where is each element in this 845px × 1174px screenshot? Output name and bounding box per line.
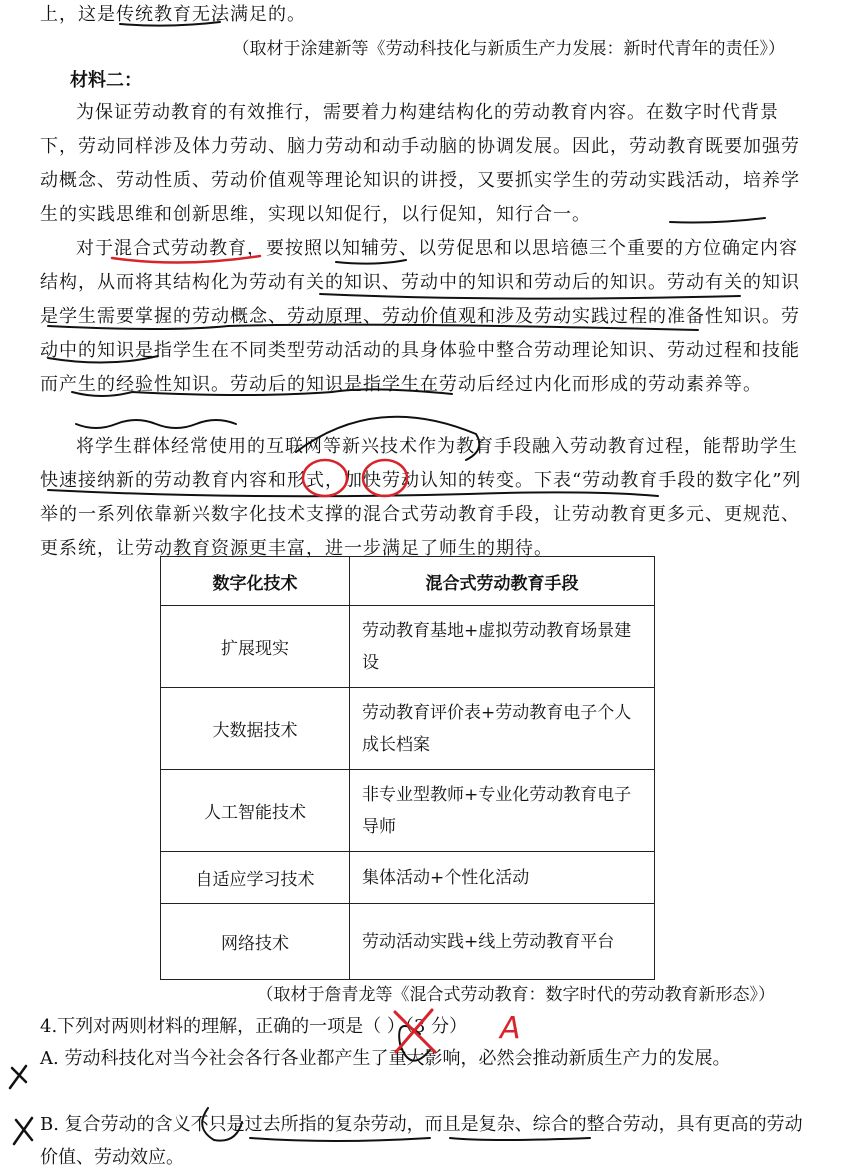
question-4: 4.下列对两则材料的理解，正确的一项是（ ）（3 分） [40,1016,468,1037]
table-row [161,688,655,770]
source-citation-2: （取材于詹青龙等《混合式劳动教育：数字时代的劳动教育新形态》） [256,985,775,1005]
table-row [161,852,655,904]
wavy-underline-mark [76,420,236,428]
table-cell-means: 劳动教育基地+虚拟劳动教育场景建设 [350,606,655,688]
material-two-para-1: 为保证劳动教育的有效推行，需要着力构建结构化的劳动教育内容。在数字时代背景下，劳动同样涉及体力劳动、脑力劳动和动手动脑的协调发展。因此，劳动教育既要加强劳动概念、劳动性质、劳动价值观等理论知识的讲授，又要抓实学生的劳动实践活动，培养学生的实践思维和创新思维，实现以知促行，以行促知，知行合一。 [40,102,800,225]
table-row [161,770,655,852]
table-cell-tech: 扩展现实 [161,606,350,688]
table-header-row [161,557,655,606]
table-cell-means: 劳动活动实践+线上劳动教育平台 [350,904,655,980]
x-mark-a [10,1066,26,1088]
material-two-heading: 材料二： [70,70,142,91]
table-cell-means: 非专业型教师+专业化劳动教育电子导师 [350,770,655,852]
option-a: A. 劳动科技化对当今社会各行各业都产生了重大影响，必然会推动新质生产力的发展。 [40,1048,731,1069]
handwritten-answer: A [500,1011,521,1046]
table-cell-tech: 自适应学习技术 [161,852,350,904]
table-cell-tech: 网络技术 [161,904,350,980]
table-cell-tech: 人工智能技术 [161,770,350,852]
table-row [161,606,655,688]
table-row [161,904,655,980]
material-two-para-2: 对于混合式劳动教育，要按照以知辅劳、以劳促思和以思培德三个重要的方位确定内容结构，从而将其结构化为劳动有关的知识、劳动中的知识和劳动后的知识。劳动有关的知识是学生需要掌握的劳动概念、劳动原理、劳动价值观和涉及劳动实践过程的准备性知识。劳动中的知识是指学生在不同类型劳动活动的具身体验中整合劳动理论知识、劳动过程和技能而产生的经验性知识。劳动后的知识是指学生在劳动后经过内化而形成的劳动素养等。 [40,238,800,395]
material-two-para-3: 将学生群体经常使用的互联网等新兴技术作为教育手段融入劳动教育过程，能帮助学生快速接纳新的劳动教育内容和形式，加快劳动认知的转变。下表“劳动教育手段的数字化”列举的一系列依靠新兴数字化技术支撑的混合式劳动教育手段，让劳动教育更多元、更规范、更系统，让劳动教育资源更丰富，进一步满足了师生的期待。 [40,436,802,559]
table-header-means: 混合式劳动教育手段 [350,557,655,606]
source-citation-1: （取材于涂建新等《劳动科技化与新质生产力发展：新时代青年的责任》） [232,39,785,59]
table-header-tech: 数字化技术 [161,557,350,606]
x-mark-b [14,1118,32,1144]
continuation-line: 上，这是传统教育无法满足的。 [40,4,306,25]
table-cell-means: 集体活动+个性化活动 [350,852,655,904]
option-b: B. 复合劳动的含义不只是过去所指的复杂劳动，而且是复杂、综合的整合劳动，具有更高的劳动价值、劳动效应。 [40,1114,803,1168]
table-cell-tech: 大数据技术 [161,688,350,770]
table-cell-means: 劳动教育评价表+劳动教育电子个人成长档案 [350,688,655,770]
digital-means-table [160,556,655,980]
